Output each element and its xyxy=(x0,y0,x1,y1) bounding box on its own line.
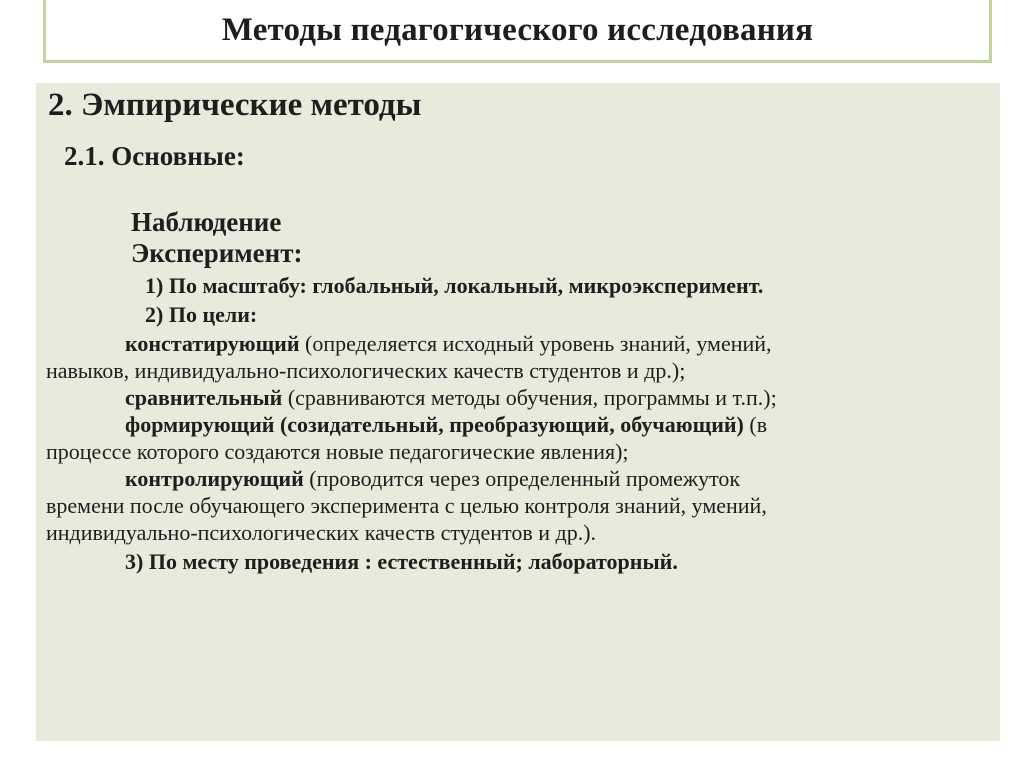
forming-line xyxy=(125,412,767,438)
ascertaining-term: констатирующий xyxy=(125,331,300,356)
section-heading: 2. Эмпирические методы xyxy=(48,87,422,123)
title-box xyxy=(43,0,992,63)
goal-heading: 2) По цели: xyxy=(145,302,258,327)
place-line: 3) По месту проведения : естественный; лабораторный. xyxy=(125,549,678,574)
ascertaining-desc-cont: навыков, индивидуально-психологических качеств студентов и др.); xyxy=(46,358,686,383)
scale-line: 1) По масштабу: глобальный, локальный, микроэксперимент. xyxy=(145,273,764,298)
forming-term: формирующий (созидательный, преобразующий, обучающий) xyxy=(125,412,744,437)
comparative-desc: (сравниваются методы обучения, программы и т.п.); xyxy=(282,385,777,410)
ascertaining-desc: (определяется исходный уровень знаний, умений, xyxy=(299,331,772,356)
item-experiment: Эксперимент: xyxy=(131,238,303,268)
comparative-term: сравнительный xyxy=(125,385,283,410)
ascertaining-line xyxy=(125,331,772,357)
content-panel xyxy=(36,83,1000,741)
control-desc-cont1: времени после обучающего эксперимента с целью контроля знаний, умений, xyxy=(46,493,767,518)
item-observation: Наблюдение xyxy=(131,207,282,237)
slide-title: Методы педагогического исследования xyxy=(221,11,814,48)
control-line xyxy=(125,466,740,492)
comparative-line xyxy=(125,385,777,411)
control-term: контролирующий xyxy=(125,466,304,491)
subsection-heading: 2.1. Основные: xyxy=(64,141,245,171)
control-desc: (проводится через определенный промежуток xyxy=(303,466,741,491)
forming-desc: (в xyxy=(743,412,768,437)
control-desc-cont2: индивидуально-психологических качеств студентов и др.). xyxy=(46,520,597,545)
forming-desc-cont: процессе которого создаются новые педагогические явления); xyxy=(46,439,629,464)
